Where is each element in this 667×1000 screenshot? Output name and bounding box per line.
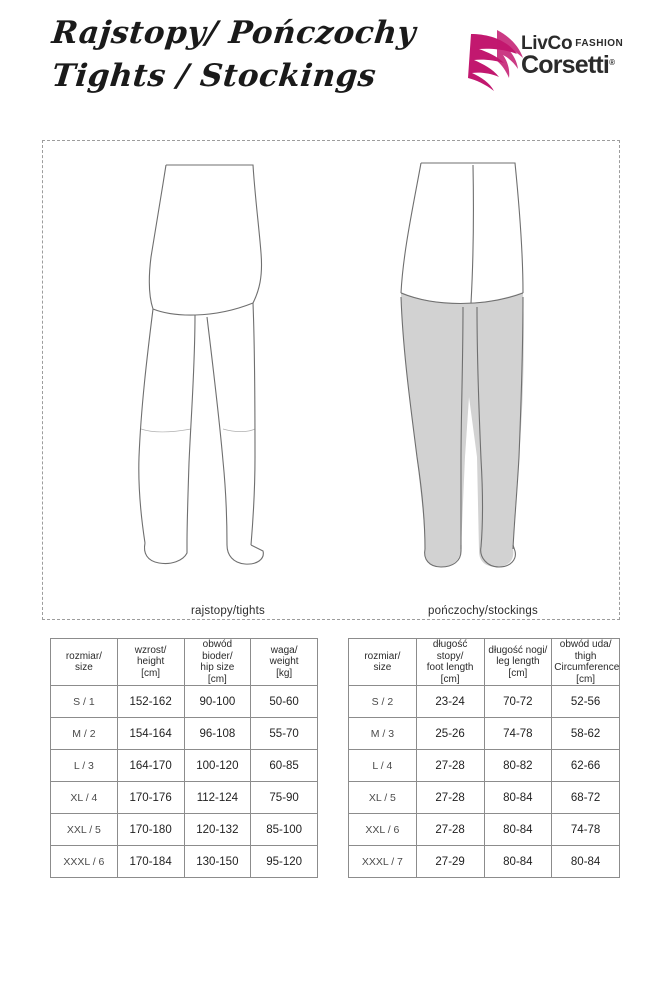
cell-height: 152-162 (117, 686, 184, 718)
cell-foot-length: 27-28 (416, 750, 484, 782)
stockings-size-table-wrapper (348, 638, 620, 878)
cell-hip: 120-132 (184, 814, 251, 846)
table-header-row (349, 639, 620, 686)
logo-wordmark (521, 34, 631, 78)
page-header (42, 15, 627, 118)
cell-leg-length: 80-84 (484, 814, 552, 846)
figures-panel (42, 140, 620, 620)
table-row (51, 814, 318, 846)
table-row (51, 782, 318, 814)
column-header-size: rozmiar/ size (51, 639, 118, 686)
cell-hip: 96-108 (184, 718, 251, 750)
logo-wing-icon (467, 28, 527, 94)
column-header-hip-size: obwód bioder/ hip size [cm] (184, 639, 251, 686)
logo-brand-bottom (521, 52, 631, 78)
cell-size: XL / 5 (349, 782, 417, 814)
cell-height: 170-176 (117, 782, 184, 814)
cell-size: XXXL / 7 (349, 846, 417, 878)
table-row (349, 718, 620, 750)
logo-fashion-label: FASHION (575, 38, 624, 49)
table-row (349, 686, 620, 718)
cell-leg-length: 80-84 (484, 782, 552, 814)
table-row (51, 718, 318, 750)
figure-tights-caption: rajstopy/tights (191, 605, 265, 617)
tights-size-table-wrapper (50, 638, 318, 878)
cell-thigh: 68-72 (552, 782, 620, 814)
cell-weight: 95-120 (251, 846, 318, 878)
table-row (349, 814, 620, 846)
page-title-line-2: Tights / Stockings (50, 58, 378, 94)
table-row (51, 846, 318, 878)
cell-size: L / 3 (51, 750, 118, 782)
cell-leg-length: 74-78 (484, 718, 552, 750)
cell-size: S / 1 (51, 686, 118, 718)
cell-foot-length: 27-28 (416, 782, 484, 814)
cell-size: XXXL / 6 (51, 846, 118, 878)
cell-height: 170-184 (117, 846, 184, 878)
cell-size: S / 2 (349, 686, 417, 718)
cell-weight: 60-85 (251, 750, 318, 782)
cell-hip: 100-120 (184, 750, 251, 782)
cell-thigh: 58-62 (552, 718, 620, 750)
cell-weight: 85-100 (251, 814, 318, 846)
cell-size: XXL / 6 (349, 814, 417, 846)
cell-thigh: 80-84 (552, 846, 620, 878)
table-row (349, 750, 620, 782)
cell-thigh: 62-66 (552, 750, 620, 782)
cell-weight: 50-60 (251, 686, 318, 718)
cell-foot-length: 27-28 (416, 814, 484, 846)
cell-foot-length: 25-26 (416, 718, 484, 750)
figure-tights (103, 157, 353, 617)
brand-logo (467, 28, 627, 98)
cell-size: XXL / 5 (51, 814, 118, 846)
stockings-illustration-icon (373, 157, 593, 577)
table-header-row (51, 639, 318, 686)
cell-size: M / 3 (349, 718, 417, 750)
cell-size: XL / 4 (51, 782, 118, 814)
cell-leg-length: 80-82 (484, 750, 552, 782)
cell-foot-length: 23-24 (416, 686, 484, 718)
logo-brand-bottom-text: Corsetti (521, 51, 610, 79)
cell-height: 154-164 (117, 718, 184, 750)
column-header-foot-length: długość stopy/ foot length [cm] (416, 639, 484, 686)
tights-illustration-icon (103, 157, 353, 577)
table-row (349, 782, 620, 814)
logo-registered-mark: ® (609, 58, 615, 67)
column-header-height: wzrost/ height [cm] (117, 639, 184, 686)
cell-hip: 130-150 (184, 846, 251, 878)
cell-hip: 112-124 (184, 782, 251, 814)
column-header-thigh-circumference: obwód uda/ thigh Circumference [cm] (552, 639, 620, 686)
cell-leg-length: 80-84 (484, 846, 552, 878)
cell-size: M / 2 (51, 718, 118, 750)
cell-height: 164-170 (117, 750, 184, 782)
cell-weight: 55-70 (251, 718, 318, 750)
column-header-size: rozmiar/ size (349, 639, 417, 686)
cell-height: 170-180 (117, 814, 184, 846)
cell-weight: 75-90 (251, 782, 318, 814)
figure-stockings (373, 157, 593, 617)
tights-size-table (50, 638, 318, 878)
cell-leg-length: 70-72 (484, 686, 552, 718)
table-row (51, 750, 318, 782)
cell-hip: 90-100 (184, 686, 251, 718)
page-title-line-1: Rajstopy/ Pończochy (50, 15, 418, 51)
figure-stockings-caption: pończochy/stockings (428, 605, 538, 617)
cell-foot-length: 27-29 (416, 846, 484, 878)
logo-brand-top-text: LivCo (521, 33, 573, 54)
table-row (51, 686, 318, 718)
cell-thigh: 52-56 (552, 686, 620, 718)
table-row (349, 846, 620, 878)
cell-size: L / 4 (349, 750, 417, 782)
column-header-leg-length: długość nogi/ leg length [cm] (484, 639, 552, 686)
column-header-weight: waga/ weight [kg] (251, 639, 318, 686)
cell-thigh: 74-78 (552, 814, 620, 846)
stockings-size-table (348, 638, 620, 878)
page-title (50, 15, 472, 94)
